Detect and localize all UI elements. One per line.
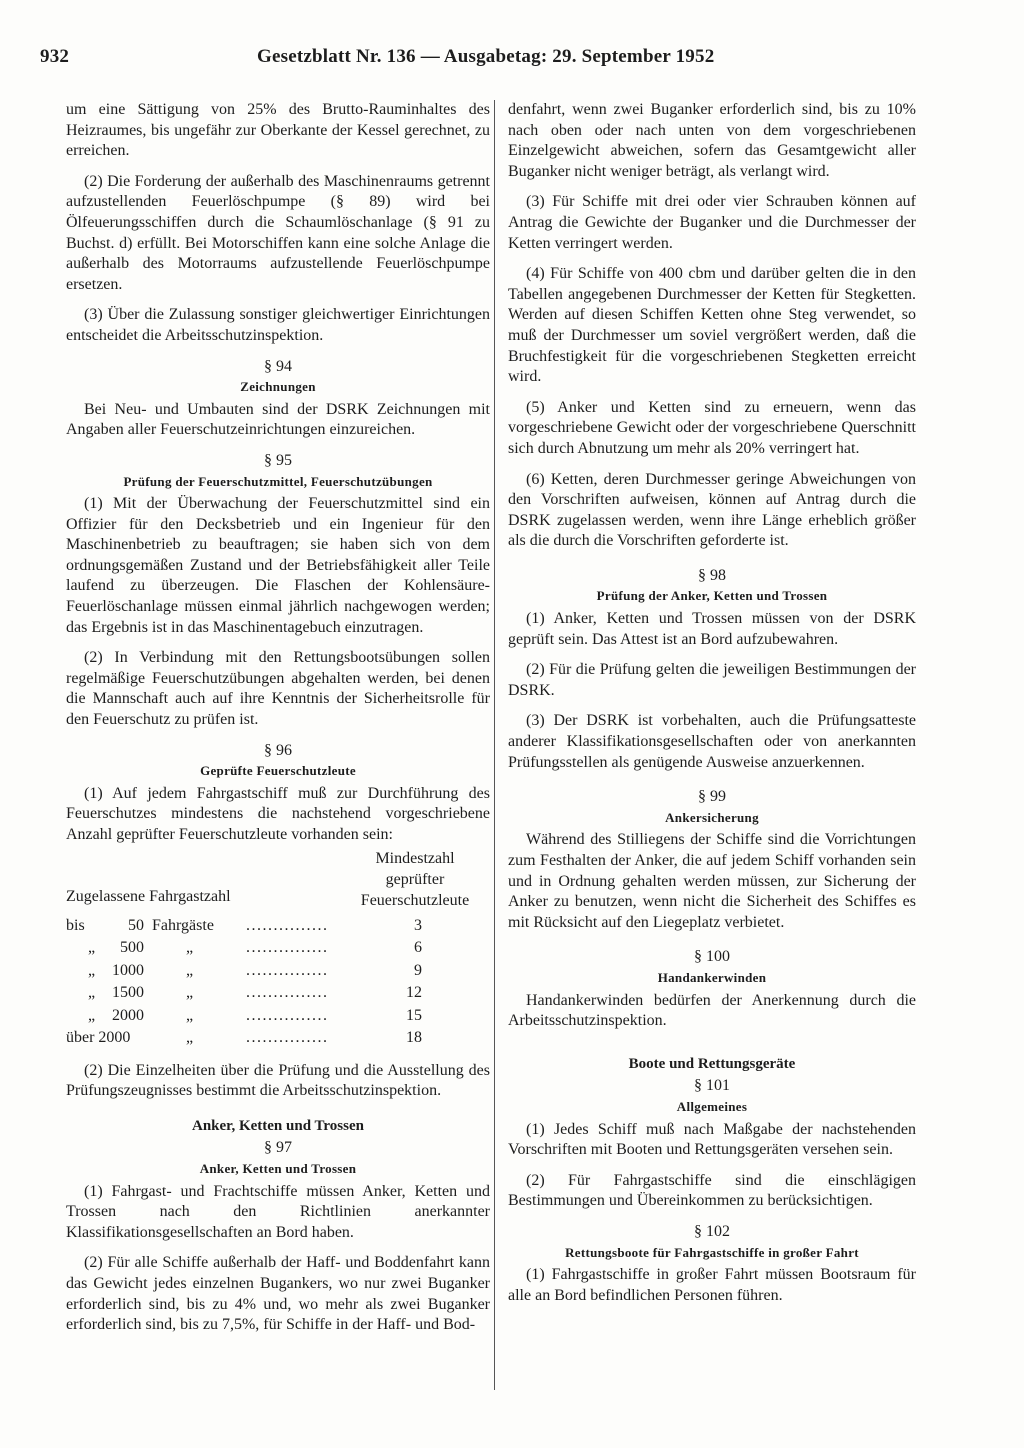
paragraph: (4) Für Schiffe von 400 cbm und darüber gelten die in den Tabellen angegebenen Durchmesser der Ketten für Stegketten. Werden auf diesen Schiffen Ketten ohne Steg verwendet, so muß der Durchmesser um soviel vergrößert werden, daß die Bruchfestigkeit für die vorgeschriebenen Stegketten erreicht wird. bbox=[508, 265, 916, 386]
section-number: § 97 bbox=[264, 1139, 292, 1157]
paragraph: Während des Stilliegens der Schiffe sind die Vorrichtungen zum Festhalten der Anker, die auf jedem Schiff vorhanden sein und in Ordnung gehalten werden müssen, zur Sicherung der Anker zu benutzen, wenn nicht die Sicherheit des Schiffes es mit Rücksicht auf den Liegeplatz verbietet. bbox=[508, 831, 916, 931]
group-title: Boote und Rettungsgeräte bbox=[628, 1055, 796, 1072]
paragraph: (3) Der DSRK ist vorbehalten, auch die Prüfungsatteste anderer Klassifikationsgesellschaften oder von anerkannten Prüfungsstellen als genügende Ausweise anzuerkennen. bbox=[508, 712, 916, 771]
paragraph: (1) Mit der Überwachung der Feuerschutzmittel sind ein Offizier für den Decksbetrieb und ein Ingenieur für den Maschinenbetrieb zu beauftragen; sie haben sich von dem ordnungsgemäßen Zustand und der Betriebsfähigkeit aller Teile laufend zu überzeugen. Die Flaschen der Kohlensäure-Feuerlöschanlage müssen einmal jährlich nachgewogen werden; das Ergebnis ist in das Maschinentagebuch einzutragen. bbox=[66, 495, 490, 636]
paragraph: (2) In Verbindung mit den Rettungsbootsübungen sollen regelmäßige Feuerschutzübungen abgehalten werden, bei denen die Mannschaft auch auf ihre Kenntnis der Sicherheitsrolle für den Feuerschutz zu prüfen ist. bbox=[66, 649, 490, 729]
section-number: § 99 bbox=[698, 788, 726, 806]
paragraph: (1) Jedes Schiff muß nach Maßgabe der nachstehenden Vorschriften mit Booten und Rettungsgeräten versehen sein. bbox=[508, 1120, 916, 1159]
row-label: „ bbox=[186, 939, 194, 957]
paragraph: (1) Fahrgastschiffe in großer Fahrt müssen Bootsraum für alle an Bord befindlichen Personen führen. bbox=[508, 1266, 916, 1304]
table-row bbox=[66, 1028, 490, 1051]
table-row bbox=[66, 961, 490, 984]
row-prefix: bis bbox=[66, 916, 85, 934]
section-title: Geprüfte Feuerschutzleute bbox=[200, 763, 356, 779]
row-leader-dots: ............... bbox=[246, 984, 329, 1002]
section-title: Handankerwinden bbox=[657, 969, 767, 985]
group-title: Anker, Ketten und Trossen bbox=[192, 1117, 364, 1134]
row-label: „ bbox=[186, 1029, 194, 1047]
section-title: Ankersicherung bbox=[665, 809, 759, 825]
paragraph: (5) Anker und Ketten sind zu erneuern, wenn das vorgeschriebene Gewicht oder der vorgeschriebene Querschnitt sich durch Abnutzung um mehr als 20% verringert hat. bbox=[508, 398, 916, 457]
table-row bbox=[66, 1006, 490, 1029]
section-number: § 95 bbox=[264, 451, 292, 469]
row-value: 3 bbox=[414, 916, 422, 934]
firefighters-table bbox=[66, 848, 490, 1051]
paragraph: (2) Für alle Schiffe außerhalb der Haff- und Boddenfahrt kann das Gewicht jedes einzelnen Bugankers, wo nur zwei Buganker erforderlich sind, bis zu 4% und, wo mehr als zwei Buganker erforderlich sind, bis zu 7,5%, für Schiffe in der Haff- und Bod- bbox=[66, 1254, 490, 1334]
left-column bbox=[66, 100, 490, 1346]
table-row bbox=[66, 916, 490, 939]
row-prefix: über 2000 bbox=[66, 1029, 131, 1047]
row-number: 1500 bbox=[112, 984, 144, 1002]
row-prefix: „ bbox=[88, 984, 96, 1002]
row-number: 1000 bbox=[112, 961, 144, 979]
page-header bbox=[40, 46, 740, 74]
row-label: „ bbox=[186, 961, 194, 979]
paragraph: (1) Auf jedem Fahrgastschiff muß zur Durchführung des Feuerschutzes mindestens die nachstehend vorgeschriebene Anzahl geprüfter Feuerschutzleute vorhanden sein: bbox=[66, 784, 490, 843]
row-prefix: „ bbox=[88, 961, 96, 979]
table-header-line: Feuerschutzleute bbox=[360, 891, 470, 909]
column-divider bbox=[494, 100, 495, 1390]
section-number: § 98 bbox=[698, 566, 726, 584]
row-value: 9 bbox=[414, 961, 422, 979]
row-leader-dots: ............... bbox=[246, 916, 329, 934]
row-value: 6 bbox=[414, 939, 422, 957]
table-header-line: Mindestzahl bbox=[375, 849, 455, 867]
table-header bbox=[66, 848, 490, 916]
paragraph: (3) Für Schiffe mit drei oder vier Schrauben können auf Antrag die Gewichte der Buganker und die Durchmesser der Ketten verringert werden. bbox=[508, 193, 916, 252]
page-number: 932 bbox=[40, 46, 70, 67]
paragraph: (2) Für Fahrgastschiffe sind die einschlägigen Bestimmungen und Übereinkommen zu berücksichtigen. bbox=[508, 1171, 916, 1210]
paragraph: (2) Die Forderung der außerhalb des Maschinenraums getrennt aufzustellenden Feuerlöschpumpe (§ 89) wird bei Ölfeuerungsschiffen durch die Schaumlöschanlage (§ 91 zu Buchst. d) erfüllt. Bei Motorschiffen kann eine solche Anlage die außerhalb des Motorraums aufzustellende Feuerlöschpumpe ersetzen. bbox=[66, 172, 490, 293]
section-title: Prüfung der Feuerschutzmittel, Feuerschutzübungen bbox=[123, 473, 433, 489]
row-leader-dots: ............... bbox=[246, 939, 329, 957]
paragraph: Bei Neu- und Umbauten sind der DSRK Zeichnungen mit Angaben aller Feuerschutzeinrichtungen einzureichen. bbox=[66, 400, 490, 439]
section-number: § 100 bbox=[694, 948, 730, 966]
section-title: Anker, Ketten und Trossen bbox=[199, 1160, 357, 1176]
row-value: 15 bbox=[406, 1006, 422, 1024]
row-leader-dots: ............... bbox=[246, 961, 329, 979]
paragraph: (1) Fahrgast- und Frachtschiffe müssen Anker, Ketten und Trossen nach den Richtlinien anerkannter Klassifikationsgesellschaften an Bord haben. bbox=[66, 1182, 490, 1241]
paragraph: (2) Die Einzelheiten über die Prüfung und die Ausstellung des Prüfungszeugnisses bestimmt die Arbeitsschutzinspektion. bbox=[66, 1061, 490, 1100]
paragraph: (2) Für die Prüfung gelten die jeweiligen Bestimmungen der DSRK. bbox=[508, 661, 916, 699]
row-number: 50 bbox=[128, 916, 144, 934]
row-label: „ bbox=[186, 984, 194, 1002]
row-number: 2000 bbox=[112, 1006, 144, 1024]
paragraph: denfahrt, wenn zwei Buganker erforderlich sind, bis zu 10% nach oben oder nach unten von dem vorgeschriebenen Einzelgewicht abweichen, sofern das Gesamtgewicht aller Buganker nicht weniger beträgt, als verlangt wird. bbox=[508, 101, 916, 180]
table-header-line: geprüfter bbox=[385, 870, 445, 888]
row-prefix: „ bbox=[88, 1006, 96, 1024]
right-column bbox=[508, 100, 916, 1316]
paragraph: (3) Über die Zulassung sonstiger gleichwertiger Einrichtungen entscheidet die Arbeitsschutzinspektion. bbox=[66, 306, 490, 344]
row-label: „ bbox=[186, 1006, 194, 1024]
section-title: Rettungsboote für Fahrgastschiffe in großer Fahrt bbox=[565, 1244, 859, 1260]
section-number: § 96 bbox=[264, 741, 292, 759]
row-leader-dots: ............... bbox=[246, 1029, 329, 1047]
table-header-right bbox=[340, 848, 490, 911]
paragraph: Handankerwinden bedürfen der Anerkennung durch die Arbeitsschutzinspektion. bbox=[508, 991, 916, 1030]
row-label: Fahrgäste bbox=[152, 916, 214, 934]
section-number: § 102 bbox=[694, 1222, 730, 1240]
row-prefix: „ bbox=[88, 939, 96, 957]
row-value: 12 bbox=[406, 984, 422, 1002]
paragraph: um eine Sättigung von 25% des Brutto-Rauminhaltes des Heizraumes, bis ungefähr zur Oberkante der Kessel gerechnet, zu erreichen. bbox=[66, 101, 490, 160]
table-header-left: Zugelassene Fahrgastzahl bbox=[66, 888, 231, 905]
section-title: Zeichnungen bbox=[240, 379, 316, 395]
paragraph: (1) Anker, Ketten und Trossen müssen von der DSRK geprüft sein. Das Attest ist an Bord aufzubewahren. bbox=[508, 610, 916, 648]
row-number: 500 bbox=[120, 939, 144, 957]
row-value: 18 bbox=[406, 1029, 422, 1047]
table-row bbox=[66, 983, 490, 1006]
section-number: § 94 bbox=[264, 357, 292, 375]
section-title: Allgemeines bbox=[676, 1098, 748, 1114]
section-number: § 101 bbox=[694, 1077, 730, 1095]
row-leader-dots: ............... bbox=[246, 1006, 329, 1024]
paragraph: (6) Ketten, deren Durchmesser geringe Abweichungen von den Vorschriften aufweisen, können auf Antrag durch die DSRK zugelassen werden, wenn ihre Länge erheblich größer als die durch die Vorschriften geforderte ist. bbox=[508, 470, 916, 550]
section-title: Prüfung der Anker, Ketten und Trossen bbox=[596, 588, 828, 604]
header-title: Gesetzblatt Nr. 136 — Ausgabetag: 29. September 1952 bbox=[257, 46, 715, 67]
table-row bbox=[66, 938, 490, 961]
